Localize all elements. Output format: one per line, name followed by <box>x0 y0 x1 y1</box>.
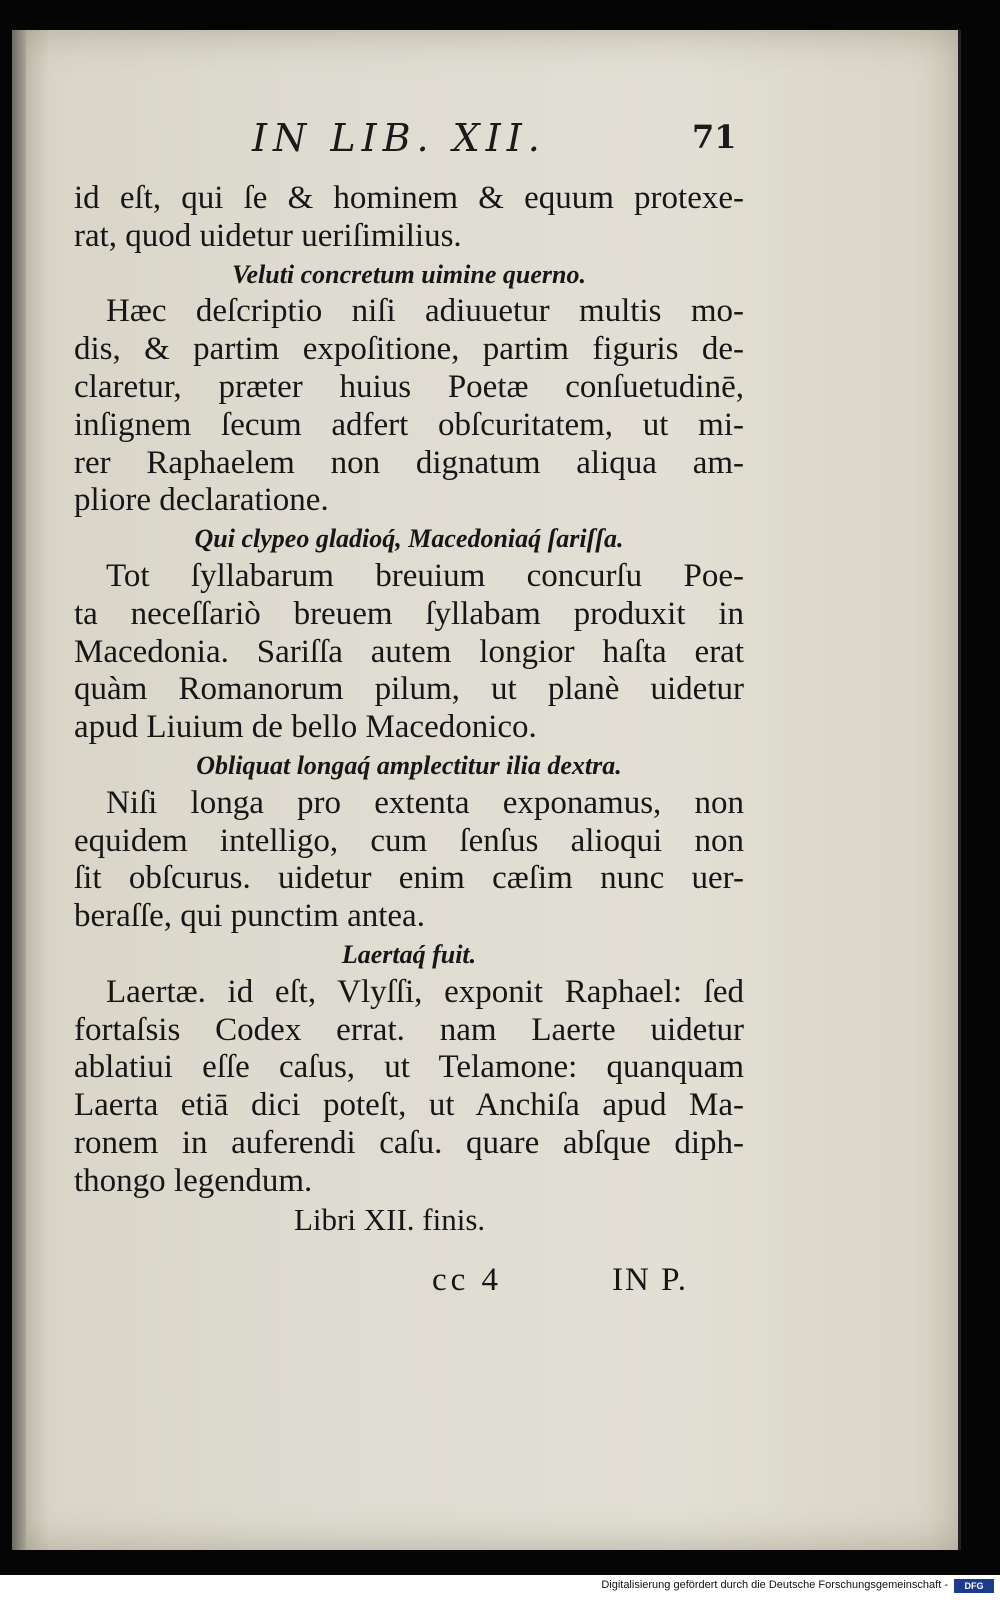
lemma-line: Laertaq́ fuit. <box>341 939 477 969</box>
text-line: Hæc deſcriptio niſi adiuuetur multis mo- <box>106 293 744 330</box>
book-page <box>12 30 961 1550</box>
text-line: rat, quod uidetur ueriſimilius. <box>74 217 462 254</box>
dfg-logo: DFG <box>954 1579 994 1593</box>
text-line: id eſt, qui ſe & hominem & equum protexe- <box>74 180 744 216</box>
lemma-line: Qui clypeo gladioq́, Macedoniaq́ ſariſſa. <box>194 524 624 554</box>
lemma-line: Obliquat longaq́ amplectitur ilia dextra. <box>196 750 622 780</box>
text-line: ta neceſſariò breuem ſyllabam produxit in <box>74 595 744 632</box>
text-line: fortaſsis Codex errat. nam Laerte uidetur <box>74 1011 744 1048</box>
page-number: 71 <box>692 118 737 156</box>
text-line: ablatiui eſſe caſus, ut Telamone: quanquam <box>74 1049 744 1086</box>
text-line: thongo legendum. <box>74 1162 313 1199</box>
page-gutter-edge <box>12 30 26 1550</box>
text-line: inſignem ſecum adfert obſcuritatem, ut mi- <box>74 406 744 443</box>
catchword: IN P. <box>612 1262 689 1298</box>
text-line: apud Liuium de bello Macedonico. <box>74 709 537 746</box>
text-line: claretur, præter huius Poetæ conſuetudinē, <box>74 368 744 405</box>
text-line: quàm Romanorum pilum, ut planè uidetur <box>74 671 744 708</box>
text-line: ſit obſcurus. uidetur enim cæſim nunc uer- <box>74 860 744 897</box>
text-line: pliore declaratione. <box>74 482 329 519</box>
credit-text: Digitalisierung gefördert durch die Deutsche Forschungsgemeinschaft - <box>601 1579 948 1591</box>
text-line: dis, & partim expoſitione, partim figuris de- <box>74 331 744 368</box>
text-line: Tot ſyllabarum breuium concurſu Poe- <box>106 557 744 594</box>
page-footer <box>12 1262 958 1312</box>
explicit-line: Libri XII. finis. <box>294 1201 486 1237</box>
text-line: Niſi longa pro extenta exponamus, non <box>106 784 744 821</box>
running-header: IN LIB. XII. <box>252 116 546 160</box>
signature-mark: cc 4 <box>432 1262 503 1298</box>
digitization-credit-bar <box>0 1575 1000 1600</box>
text-line: Macedonia. Sariſſa autem longior haſta erat <box>74 633 744 670</box>
text-line: beraſſe, qui punctim antea. <box>74 898 425 935</box>
text-line: equidem intelligo, cum ſenſus alioqui non <box>74 822 744 859</box>
body-text <box>74 180 744 1238</box>
text-line: rer Raphaelem non dignatum aliqua am- <box>74 444 744 481</box>
text-line: Laerta etiā dici poteſt, ut Anchiſa apud Ma- <box>74 1087 744 1124</box>
lemma-line: Veluti concretum uimine querno. <box>232 259 586 289</box>
text-line: Laertæ. id eſt, Vlyſſi, exponit Raphael: ſed <box>106 973 744 1010</box>
text-line: ronem in auferendi caſu. quare abſque diph- <box>74 1124 744 1161</box>
